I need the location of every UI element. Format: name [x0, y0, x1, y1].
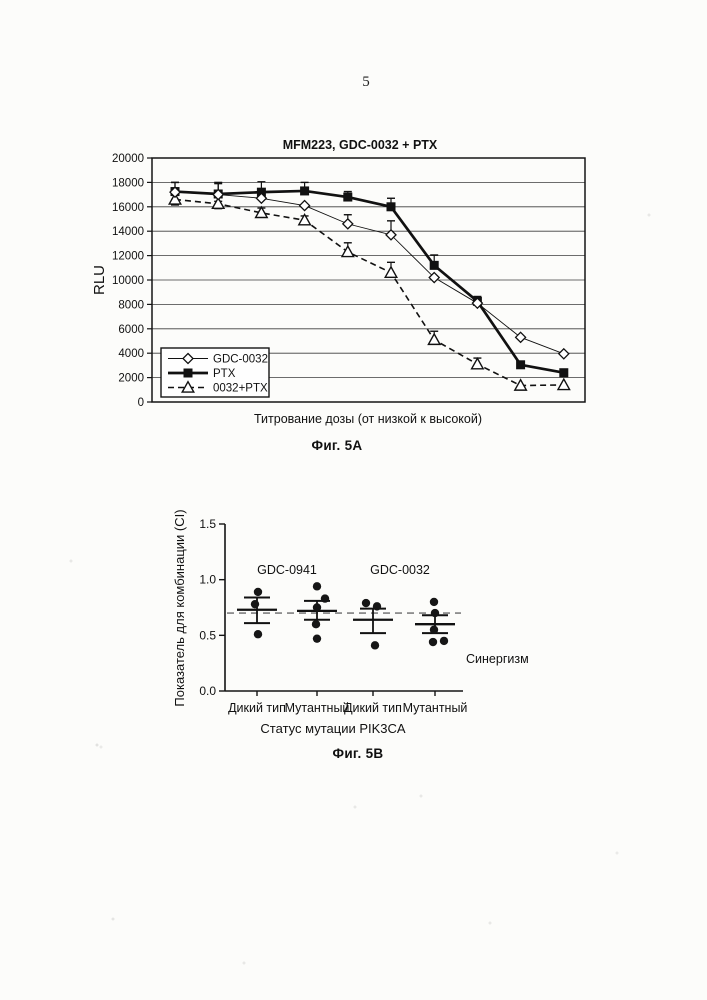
marker-square [184, 369, 193, 378]
y-axis-title: RLU [91, 264, 108, 296]
y-tick-label: 0.0 [199, 684, 216, 698]
x-axis-title: Статус мутации PIK3CA [260, 721, 406, 736]
y-axis [199, 517, 225, 698]
group-3 [353, 599, 393, 650]
legend-label: PTX [213, 368, 236, 380]
legend [161, 348, 269, 397]
data-point [430, 626, 438, 634]
marker-square [387, 202, 396, 211]
y-axis [112, 153, 152, 409]
y-tick-label: 2000 [118, 372, 144, 385]
data-point [440, 637, 448, 645]
y-axis-title: Показатель для комбинации (CI) [172, 509, 187, 707]
y-tick-label: 10000 [112, 275, 144, 287]
annotation-synergism: Синергизм [466, 652, 529, 666]
page-number: 5 [362, 74, 370, 90]
marker-diamond [516, 332, 526, 342]
data-point [312, 620, 320, 628]
data-point [254, 588, 262, 596]
marker-triangle [558, 379, 570, 389]
category-label: Мутантный [284, 701, 350, 715]
data-point [321, 594, 329, 602]
y-tick-label: 6000 [118, 323, 144, 336]
group-4 [415, 598, 455, 646]
y-tick-label: 1.0 [199, 572, 216, 587]
y-tick-label: 0.5 [199, 628, 216, 643]
y-tick-label: 18000 [112, 177, 144, 190]
marker-diamond [300, 201, 310, 211]
marker-square [300, 186, 309, 195]
y-tick-label: 16000 [112, 201, 144, 214]
scan-noise [0, 0, 2, 2]
y-tick-label: 4000 [118, 348, 144, 361]
marker-triangle [385, 267, 397, 277]
marker-square [516, 360, 525, 369]
y-tick-label: 8000 [118, 299, 144, 312]
data-point [431, 609, 439, 617]
data-point [371, 641, 379, 649]
data-point [251, 600, 259, 608]
group-header: GDC-0032 [370, 563, 430, 577]
marker-square [559, 368, 568, 377]
category-label: Дикий тип [344, 701, 402, 715]
data-point [313, 582, 321, 590]
y-tick-label: 0 [137, 397, 144, 409]
marker-diamond [559, 349, 569, 359]
data-point [430, 598, 438, 606]
fig5b-caption: Фиг. 5В [332, 746, 384, 761]
fig5a-caption: Фиг. 5А [311, 438, 363, 453]
y-tick-label: 12000 [112, 250, 144, 263]
legend-label: 0032+PTX [213, 382, 268, 395]
y-tick-label: 20000 [112, 153, 144, 165]
y-tick-label: 14000 [112, 226, 144, 239]
marker-triangle [428, 334, 440, 344]
marker-diamond [343, 219, 353, 229]
x-axis-title: Титрование дозы (от низкой к высокой) [253, 412, 483, 426]
category-label: Дикий тип [228, 701, 286, 715]
marker-square [430, 261, 439, 270]
group-header: GDC-0941 [257, 563, 317, 577]
fig5a-line-chart [90, 128, 605, 428]
data-point [313, 634, 321, 642]
legend-label: GDC-0032 [213, 353, 268, 366]
y-tick-label: 1.5 [199, 517, 216, 531]
data-point [373, 602, 381, 610]
series-markers-gdc-0032 [170, 187, 569, 359]
data-point [429, 638, 437, 646]
marker-triangle [342, 246, 354, 256]
series-line-ptx [175, 191, 564, 373]
data-point [313, 603, 321, 611]
line-path [175, 191, 564, 373]
marker-triangle [472, 358, 484, 368]
series-line-gdc-0032 [175, 192, 564, 354]
marker-triangle [299, 214, 311, 224]
fig5b-scatter-chart [160, 505, 560, 740]
line-path [175, 192, 564, 354]
chart-title: MFM223, GDC-0032 + PTX [282, 138, 438, 152]
data-point [362, 599, 370, 607]
category-label: Мутантный [402, 701, 468, 715]
data-point [254, 630, 262, 638]
marker-square [343, 193, 352, 202]
